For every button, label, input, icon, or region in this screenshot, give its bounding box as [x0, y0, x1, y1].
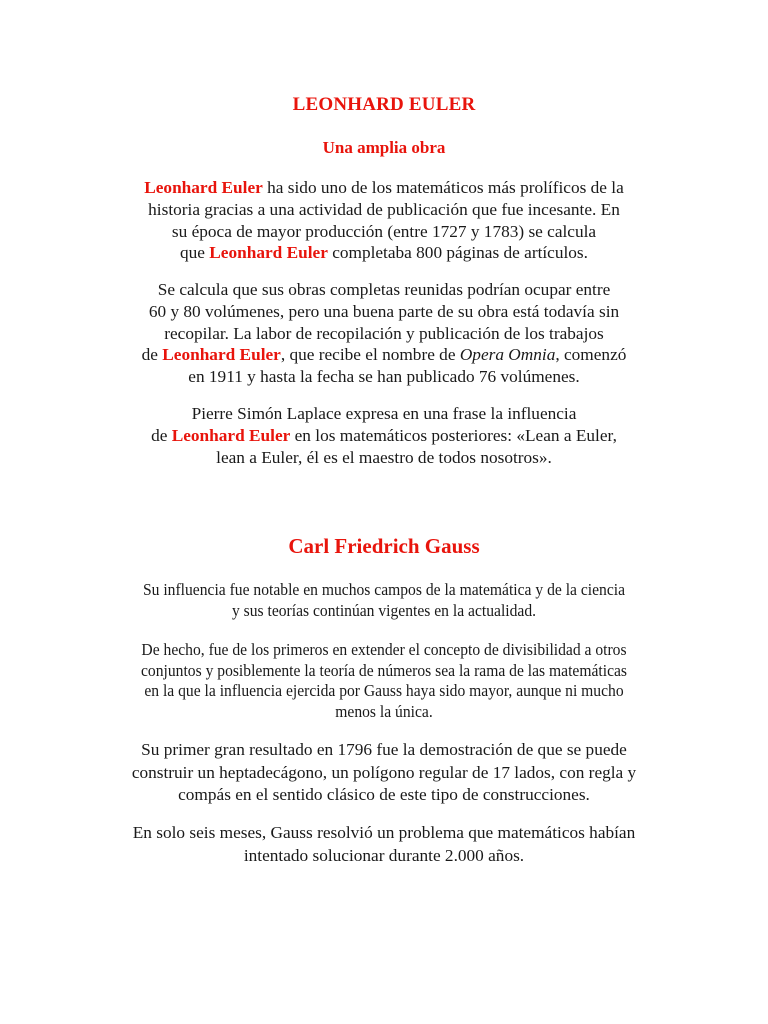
- euler-paragraph-3: [0, 403, 768, 468]
- paragraph-line: Se calcula que sus obras completas reunidas podrían ocupar entre: [157, 280, 611, 299]
- paragraph-line: historia gracias a una actividad de publicación que fue incesante. En: [148, 199, 620, 219]
- paragraph-line: Pierre Simón Laplace expresa en una frase la influencia: [191, 404, 577, 423]
- euler-name-highlight: Leonhard Euler: [171, 425, 291, 445]
- paragraph-line: [0, 177, 768, 199]
- paragraph-line: 60 y 80 volúmenes, pero una buena parte de su obra está todavía sin: [148, 301, 620, 321]
- paragraph-line: en 1911 y hasta la fecha se han publicado 76 volúmenes.: [188, 367, 580, 387]
- text-span: que: [180, 243, 210, 263]
- paragraph-line: su época de mayor producción (entre 1727 y 1783) se calcula: [171, 221, 597, 241]
- paragraph-line: Su primer gran resultado en 1796 fue la demostración de que se puede: [141, 740, 627, 759]
- paragraph-line: [0, 344, 768, 366]
- euler-name-highlight: Leonhard Euler: [162, 345, 281, 365]
- text-span: , que recibe el nombre de: [280, 345, 460, 365]
- text-span: completaba 800 páginas de artículos.: [327, 243, 588, 263]
- paragraph-line: menos la única.: [335, 701, 433, 721]
- text-span: , comenzó: [555, 345, 627, 365]
- paragraph-line: recopilar. La labor de recopilación y publicación de los trabajos: [164, 323, 604, 343]
- text-span: de: [141, 345, 163, 365]
- paragraph-line: conjuntos y posiblemente la teoría de números sea la rama de las matemáticas: [141, 660, 627, 680]
- paragraph-line: En solo seis meses, Gauss resolvió un problema que matemáticos habían: [132, 823, 636, 842]
- paragraph-line: Su influencia fue notable en muchos campos de la matemática y de la ciencia: [142, 580, 626, 599]
- gauss-paragraph-3: [0, 739, 768, 807]
- paragraph-line: compás en el sentido clásico de este tipo de construcciones.: [178, 785, 590, 804]
- euler-title: LEONHARD EULER: [292, 94, 476, 115]
- paragraph-line: y sus teorías continúan vigentes en la actualidad.: [231, 600, 537, 620]
- paragraph-line: lean a Euler, él es el maestro de todos nosotros».: [216, 447, 552, 467]
- gauss-paragraph-4: [0, 822, 768, 867]
- paragraph-line: construir un heptadecágono, un polígono regular de 17 lados, con regla y: [131, 762, 637, 782]
- gauss-title: Carl Friedrich Gauss: [288, 534, 480, 558]
- paragraph-line: intentado solucionar durante 2.000 años.: [243, 845, 525, 865]
- paragraph-line: [0, 242, 768, 264]
- opera-omnia-italic: Opera Omnia: [459, 345, 556, 365]
- paragraph-line: [0, 425, 768, 447]
- euler-subtitle: Una amplia obra: [322, 138, 446, 157]
- gauss-paragraph-1: [23, 580, 745, 621]
- text-span: ha sido uno de los matemáticos más prolíficos de la: [262, 178, 624, 197]
- euler-name-highlight: Leonhard Euler: [209, 243, 328, 263]
- text-span: en los matemáticos posteriores: «Lean a Euler,: [290, 425, 617, 445]
- text-span: de: [151, 425, 172, 445]
- euler-paragraph-2: [0, 279, 768, 388]
- gauss-paragraph-2: [23, 640, 745, 722]
- paragraph-line: De hecho, fue de los primeros en extender el concepto de divisibilidad a otros: [141, 640, 627, 659]
- euler-paragraph-1: [0, 177, 768, 264]
- paragraph-line: en la que la influencia ejercida por Gauss haya sido mayor, aunque ni mucho: [144, 681, 624, 700]
- euler-name-highlight: Leonhard Euler: [144, 178, 263, 197]
